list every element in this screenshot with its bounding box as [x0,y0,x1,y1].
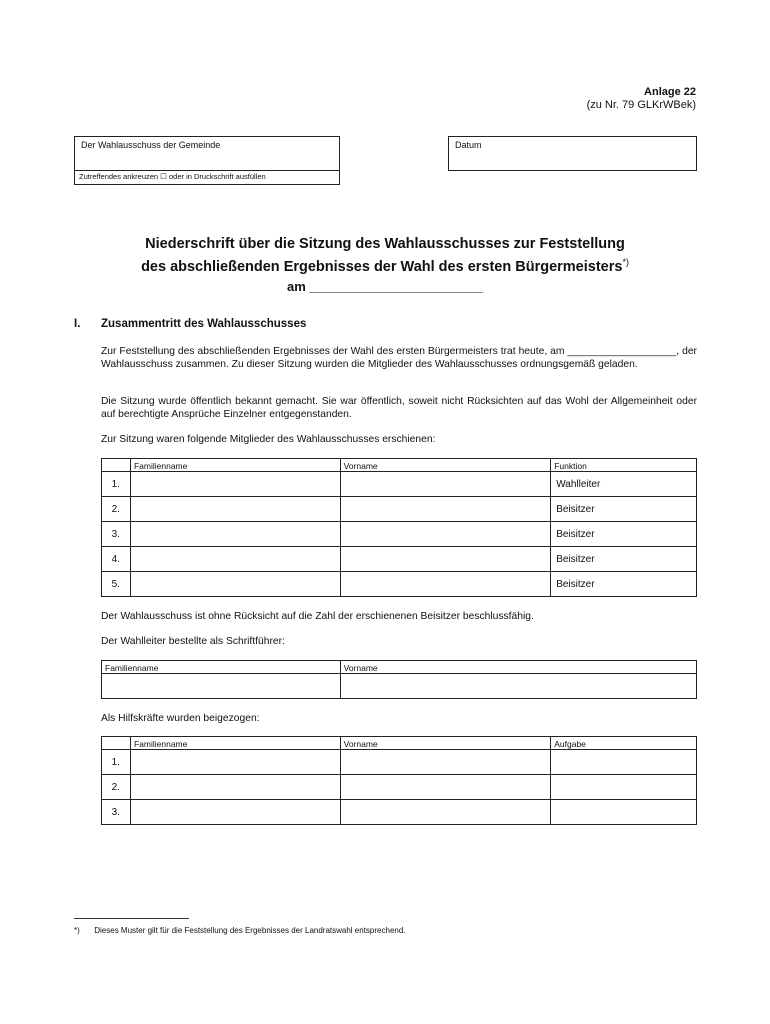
function-cell: Beisitzer [551,547,697,572]
firstname-cell[interactable] [340,572,551,597]
secretary-header-firstname: Vorname [340,661,696,674]
function-cell: Beisitzer [551,572,697,597]
lastname-cell[interactable] [130,522,340,547]
lastname-cell[interactable] [130,497,340,522]
row-number: 1. [102,472,131,497]
paragraph-members-intro: Zur Sitzung waren folgende Mitglieder des Wahlausschusses erschienen: [101,434,436,445]
row-number: 5. [102,572,131,597]
paragraph-secretary-intro: Der Wahlleiter bestellte als Schriftführer: [101,636,285,647]
function-cell: Beisitzer [551,522,697,547]
title-line-2: des abschließenden Ergebnisses der Wahl des ersten Bürgermeisters [141,258,623,275]
footnote [74,926,406,935]
section-number: I. [74,318,81,330]
task-cell[interactable] [551,750,697,775]
secretary-table [101,660,697,699]
secretary-lastname-cell[interactable] [102,674,341,699]
document-title [60,235,710,276]
members-header-function: Funktion [551,459,697,472]
table-row [102,674,697,699]
paragraph-convening: Zur Feststellung des abschließenden Ergebnisses der Wahl des ersten Bürgermeisters trat heute, am ___________________, der Wahlausschuss zusammen. Zu dieser Sitzung wurden die Mitglieder des Wahlausschusses ordnungsgemäß geladen. [101,346,697,370]
task-cell[interactable] [551,800,697,825]
secretary-firstname-cell[interactable] [340,674,696,699]
section-title: Zusammentritt des Wahlausschusses [101,318,307,330]
firstname-cell[interactable] [340,547,551,572]
helpers-header-blank [102,737,131,750]
row-number: 3. [102,522,131,547]
firstname-cell[interactable] [340,472,551,497]
lastname-cell[interactable] [130,472,340,497]
function-cell: Wahlleiter [551,472,697,497]
committee-field[interactable] [74,136,340,171]
secretary-header-lastname: Familienname [102,661,341,674]
instruction-text: Zutreffendes ankreuzen ☐ oder in Druckschrift ausfüllen [79,172,266,181]
lastname-cell[interactable] [130,750,340,775]
firstname-cell[interactable] [340,750,551,775]
firstname-cell[interactable] [340,775,551,800]
helpers-header-lastname: Familienname [130,737,340,750]
lastname-cell[interactable] [130,572,340,597]
firstname-cell[interactable] [340,522,551,547]
helpers-header-task: Aufgabe [551,737,697,750]
paragraph-helpers-intro: Als Hilfskräfte wurden beigezogen: [101,713,260,724]
members-header-firstname: Vorname [340,459,551,472]
row-number: 3. [102,800,131,825]
title-line-1: Niederschrift über die Sitzung des Wahlausschusses zur Feststellung [145,236,625,252]
function-cell: Beisitzer [551,497,697,522]
paragraph-public: Die Sitzung wurde öffentlich bekannt gemacht. Sie war öffentlich, soweit nicht Rücksichten auf das Wohl der Allgemeinheit oder auf berechtigte Ansprüche Einzelner entgegenstanden. [101,396,697,420]
date-line: am ________________________ [287,279,483,294]
table-row [102,750,697,775]
table-row [102,572,697,597]
annex-title: Anlage 22 [644,86,696,98]
footnote-divider [74,918,189,919]
task-cell[interactable] [551,775,697,800]
annex-reference [587,86,696,112]
lastname-cell[interactable] [130,800,340,825]
row-number: 1. [102,750,131,775]
title-footnote-mark: *) [622,257,629,267]
footnote-mark: *) [74,926,80,935]
members-header-blank [102,459,131,472]
instruction-box [74,170,340,185]
lastname-cell[interactable] [130,775,340,800]
committee-label: Der Wahlausschuss der Gemeinde [81,140,221,150]
table-row [102,775,697,800]
table-row [102,522,697,547]
date-field[interactable] [448,136,697,171]
members-table [101,458,697,597]
row-number: 2. [102,775,131,800]
table-row [102,472,697,497]
paragraph-quorum: Der Wahlausschuss ist ohne Rücksicht auf die Zahl der erschienenen Beisitzer beschlussfähig. [101,611,534,622]
helpers-header-firstname: Vorname [340,737,551,750]
firstname-cell[interactable] [340,800,551,825]
table-row [102,497,697,522]
table-row [102,547,697,572]
lastname-cell[interactable] [130,547,340,572]
date-label: Datum [455,140,482,150]
firstname-cell[interactable] [340,497,551,522]
members-header-lastname: Familienname [130,459,340,472]
helpers-table [101,736,697,825]
footnote-text: Dieses Muster gilt für die Feststellung des Ergebnisses der Landratswahl entsprechend. [94,926,406,935]
annex-ref: (zu Nr. 79 GLKrWBek) [586,99,696,111]
table-row [102,800,697,825]
row-number: 2. [102,497,131,522]
row-number: 4. [102,547,131,572]
